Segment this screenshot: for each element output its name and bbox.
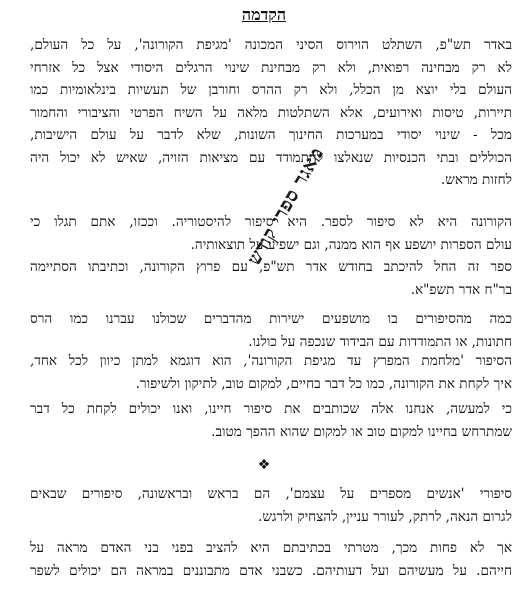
text-line: בר"ח אדר תשפ"א. bbox=[410, 281, 512, 298]
section-divider-icon: ❖ bbox=[257, 457, 271, 473]
text-line: באדר תש"פ, השתלט הוירוס הסיני המכונה 'מגיפת הקורונה', על כל העולם, bbox=[30, 37, 512, 53]
text-line: לא רק מבחינה רפואית, ולא רק מבחינת שינוי הרגלים היסודי אצל כל אזרחי bbox=[30, 59, 512, 76]
text-line: הסיפור 'מלחמת המפרץ עד מגיפת הקורונה', הוא דוגמא למתן כיוון לכל אחד, bbox=[30, 353, 512, 369]
paragraph bbox=[30, 483, 512, 528]
paragraph bbox=[30, 34, 512, 192]
paragraph bbox=[30, 537, 512, 582]
text-line: כי למעשה, אנחנו אלה שכותבים את סיפור חיינו, ואנו יכולים לקחת כל דבר bbox=[30, 401, 512, 417]
text-line: חתונות, או התמודדות עם הבידוד שנכפה על כולנו. bbox=[248, 333, 512, 350]
text-line: איך לקחת את הקורונה, כמו כל דבר בחיים, למקום טוב, לתיקון ולשיפור. bbox=[135, 375, 512, 392]
text-line: לחזות מראש. bbox=[440, 172, 512, 188]
text-line: ספר זה החל להיכתב בחודש אדר תש"פ, עם פרוץ הקורונה, וכתיבתו הסתיימה bbox=[30, 259, 512, 275]
text-line: לגרום הנאה, לרתק, לעורר עניין, להצחיק ולרגש. bbox=[258, 508, 512, 525]
text-line: מכל - שינוי יסודי במערכות החינוך השונות, שלא לדבר על עולם הישיבות, bbox=[30, 127, 512, 143]
text-line: שמתרחש בחיינו למקום טוב או למקום שהוא ההפך מטוב. bbox=[211, 423, 512, 440]
text-line: סיפורי 'אנשים מספרים על עצמם', הם בראש ובראשונה, סיפורים שבאים bbox=[30, 486, 512, 502]
text-line: אך לא פחות מכך, מטרתי בכתיבתם היא להציב בפני בני האדם מראה על bbox=[30, 540, 512, 556]
text-line: הקורונה היא לא סיפור לספר. היא סיפור להיסטוריה. וככזו, אתם תגלו כי bbox=[30, 214, 512, 230]
paragraph bbox=[30, 256, 512, 301]
text-line: תיירות, טיסות ואירועים, אלא השתלטות מלאה על השיח הפרטי והציבורי והחמור bbox=[30, 104, 512, 121]
text-line: העולם בלי יוצא מן הכלל, ולא רק ההרס וחורבן של תעשיות בינלאומיות כמו bbox=[30, 82, 512, 98]
text-line: חייהם. על מעשיהם ועל דעותיהם. כשבני אדם מתבוננים במראה הם יכולים לשפר bbox=[30, 562, 512, 579]
paragraph bbox=[30, 398, 512, 443]
text-line: כמה מהסיפורים בו מושפעים ישירות מהדברים שכולנו עברנו כמו הרס bbox=[30, 311, 512, 327]
watermark-stamp: מאגר ספרי קודש bbox=[243, 143, 329, 269]
paragraph bbox=[30, 308, 512, 353]
text-line: עולם הספרות יושפע אף הוא ממנה, וגם ישפיע על תוצאותיה. bbox=[190, 236, 512, 253]
paragraph bbox=[30, 350, 512, 395]
page-title: הקדמה bbox=[241, 5, 287, 24]
text-line: הכוללים ובתי הכנסיות שנאלצו להתמודד עם מציאות הזויה, שאיש לא יכול היה bbox=[30, 149, 512, 166]
